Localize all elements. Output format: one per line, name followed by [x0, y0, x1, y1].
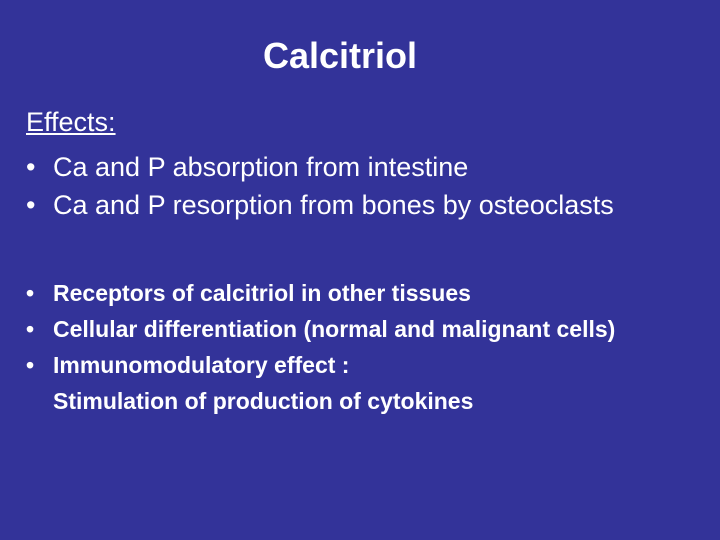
sub-bullet-item: [26, 275, 688, 311]
bullet-icon: •: [26, 280, 35, 306]
bullet-icon: •: [26, 352, 35, 378]
main-bullet-list: [26, 149, 688, 223]
sub-bullet-item: [26, 347, 688, 419]
main-bullet-text: Ca and P absorption from intestine: [53, 152, 469, 182]
bullet-icon: •: [26, 190, 36, 220]
sub-bullet-text-line-1: Immunomodulatory effect :: [53, 352, 350, 378]
sub-bullet-text-line-2: Stimulation of production of cytokines: [53, 388, 474, 414]
bullet-icon: •: [26, 152, 36, 182]
main-bullet-item: [26, 149, 688, 185]
main-bullet-item: [26, 187, 688, 223]
main-bullet-text: Ca and P resorption from bones by osteoclasts: [53, 190, 614, 220]
sub-bullet-list: [26, 275, 688, 419]
sub-bullet-item: [26, 311, 688, 347]
sub-bullet-text: Cellular differentiation (normal and malignant cells): [53, 316, 616, 342]
sub-bullet-text: Receptors of calcitriol in other tissues: [53, 280, 471, 306]
bullet-icon: •: [26, 316, 35, 342]
slide-title: Calcitriol: [262, 35, 418, 76]
effects-heading: Effects:: [26, 107, 116, 137]
